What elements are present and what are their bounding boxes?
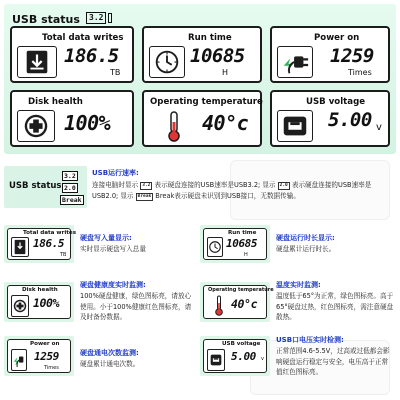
writes-mini-label: Total data writes [23, 230, 77, 236]
power-mini-value: 1259 [34, 350, 59, 363]
usb-voltage-value: 5.00 [328, 109, 372, 131]
operating-temperature-panel [142, 90, 262, 147]
power-plug-icon [277, 46, 313, 78]
power-on-panel [270, 26, 390, 83]
thermometer-icon [214, 295, 224, 317]
total-data-writes-value: 186.5 [64, 45, 119, 67]
total-data-writes-panel [10, 26, 134, 83]
health-mini-value: 100% [33, 296, 60, 310]
dashboard-title: USB status [12, 13, 80, 26]
hard-drive-icon [11, 237, 29, 257]
total-data-writes-unit: TB [110, 68, 121, 77]
health-cross-icon [11, 295, 29, 317]
temp-heading: 温度实时监测: [276, 281, 321, 289]
writes-mini-value: 186.5 [33, 237, 65, 250]
voltage-mini-unit: v [261, 356, 264, 362]
runtime-mini-value: 10685 [226, 237, 258, 250]
usb-port-icon [277, 110, 313, 142]
power-mini-unit: Times [44, 365, 59, 371]
power-on-label: Power on [314, 33, 360, 43]
usb-status-legend [4, 166, 87, 208]
runtime-mini-card [200, 225, 270, 263]
operating-temperature-label: Operating temperature [150, 97, 263, 107]
inline-chip-break: Break [137, 193, 152, 199]
temp-mini-value: 40°c [231, 297, 258, 311]
disk-health-label: Disk health [28, 97, 83, 107]
run-time-label: Run time [188, 33, 232, 43]
usb-version-badge [86, 12, 112, 24]
clock-icon [207, 237, 223, 257]
runtime-mini-unit: H [244, 252, 248, 258]
health-mini-card [4, 282, 74, 322]
inline-chip-usb20: 2.0 [279, 183, 288, 188]
usb-voltage-unit: v [376, 122, 382, 133]
run-time-value: 10685 [190, 45, 245, 67]
disk-health-panel [10, 90, 134, 147]
power-plug-icon [11, 349, 27, 371]
clock-icon [149, 46, 185, 78]
usb-status-dashboard [4, 4, 396, 154]
legend-chip-break: Break [62, 196, 82, 204]
inline-chip-usb32: 3.2 [142, 183, 151, 188]
health-cross-icon [17, 110, 55, 142]
voltage-mini-card [200, 336, 270, 376]
writes-description: 实时显示硬盘写入总量 [80, 245, 146, 253]
legend-title: USB status [9, 181, 62, 191]
temp-description: 温度低于65°为正常，绿色图标亮。高于65°硬盘过热，红色图标亮，需注意硬盘散热。 [276, 292, 394, 321]
writes-heading: 硬盘写入量显示: [80, 234, 132, 242]
run-time-unit: H [222, 68, 229, 77]
usb-port-icon [207, 349, 225, 371]
runtime-description: 硬盘累计运行时长。 [276, 245, 336, 253]
legend-chip-usb32: 3.2 [64, 172, 76, 180]
usb-voltage-label: USB voltage [306, 97, 366, 107]
temp-mini-card [200, 282, 274, 322]
usb-version-marker [108, 13, 112, 23]
power-description: 硬盘累计通电次数。 [80, 360, 140, 368]
voltage-mini-value: 5.00 [231, 350, 256, 363]
power-mini-card [4, 336, 74, 376]
health-mini-label: Disk health [22, 287, 58, 293]
total-data-writes-label: Total data writes [42, 33, 124, 43]
power-mini-label: Power on [30, 341, 60, 347]
disk-health-value: 100% [64, 111, 111, 135]
health-heading: 硬盘健康度实时监测: [80, 281, 146, 289]
health-description: 100%硬盘健康，绿色图标亮，请放心使用。小于100%健康红色图标亮，请及时备份数据。 [80, 292, 192, 321]
usb-version-value: 3.2 [86, 12, 106, 24]
operating-temperature-value: 40°c [202, 111, 249, 135]
power-on-value: 1259 [330, 45, 374, 67]
power-on-unit: Times [348, 68, 372, 77]
writes-mini-card [4, 225, 77, 263]
voltage-heading: USB口电压实时检测: [276, 336, 344, 344]
runtime-mini-label: Run time [228, 230, 257, 236]
voltage-description: 正常范围4.6-5.5V，过高或过低都会影响硬盘运行稳定与安全，电压高于正常值红色图标亮。 [276, 347, 390, 376]
usb-speed-heading: USB运行速率: [92, 169, 139, 177]
temp-mini-label: Operating temperature [208, 287, 274, 293]
run-time-panel [142, 26, 262, 83]
power-heading: 硬盘通电次数监测: [80, 349, 139, 357]
runtime-heading: 硬盘运行时长显示: [276, 234, 335, 242]
usb-voltage-panel [270, 90, 390, 147]
usb-speed-description: 连接电脑时显示 3.2 表示硬盘连接的USB速率是USB3.2; 显示 2.0 表示硬盘连接的USB速率是USB2.0; 显示 Break Break表示硬盘未识别到USB接口，无数据传输。 [92, 181, 372, 200]
thermometer-icon [164, 110, 184, 143]
voltage-mini-label: USB voltage [222, 341, 261, 347]
hard-drive-icon [17, 46, 57, 78]
writes-mini-unit: TB [60, 252, 67, 258]
legend-chip-usb20: 2.0 [64, 184, 76, 192]
